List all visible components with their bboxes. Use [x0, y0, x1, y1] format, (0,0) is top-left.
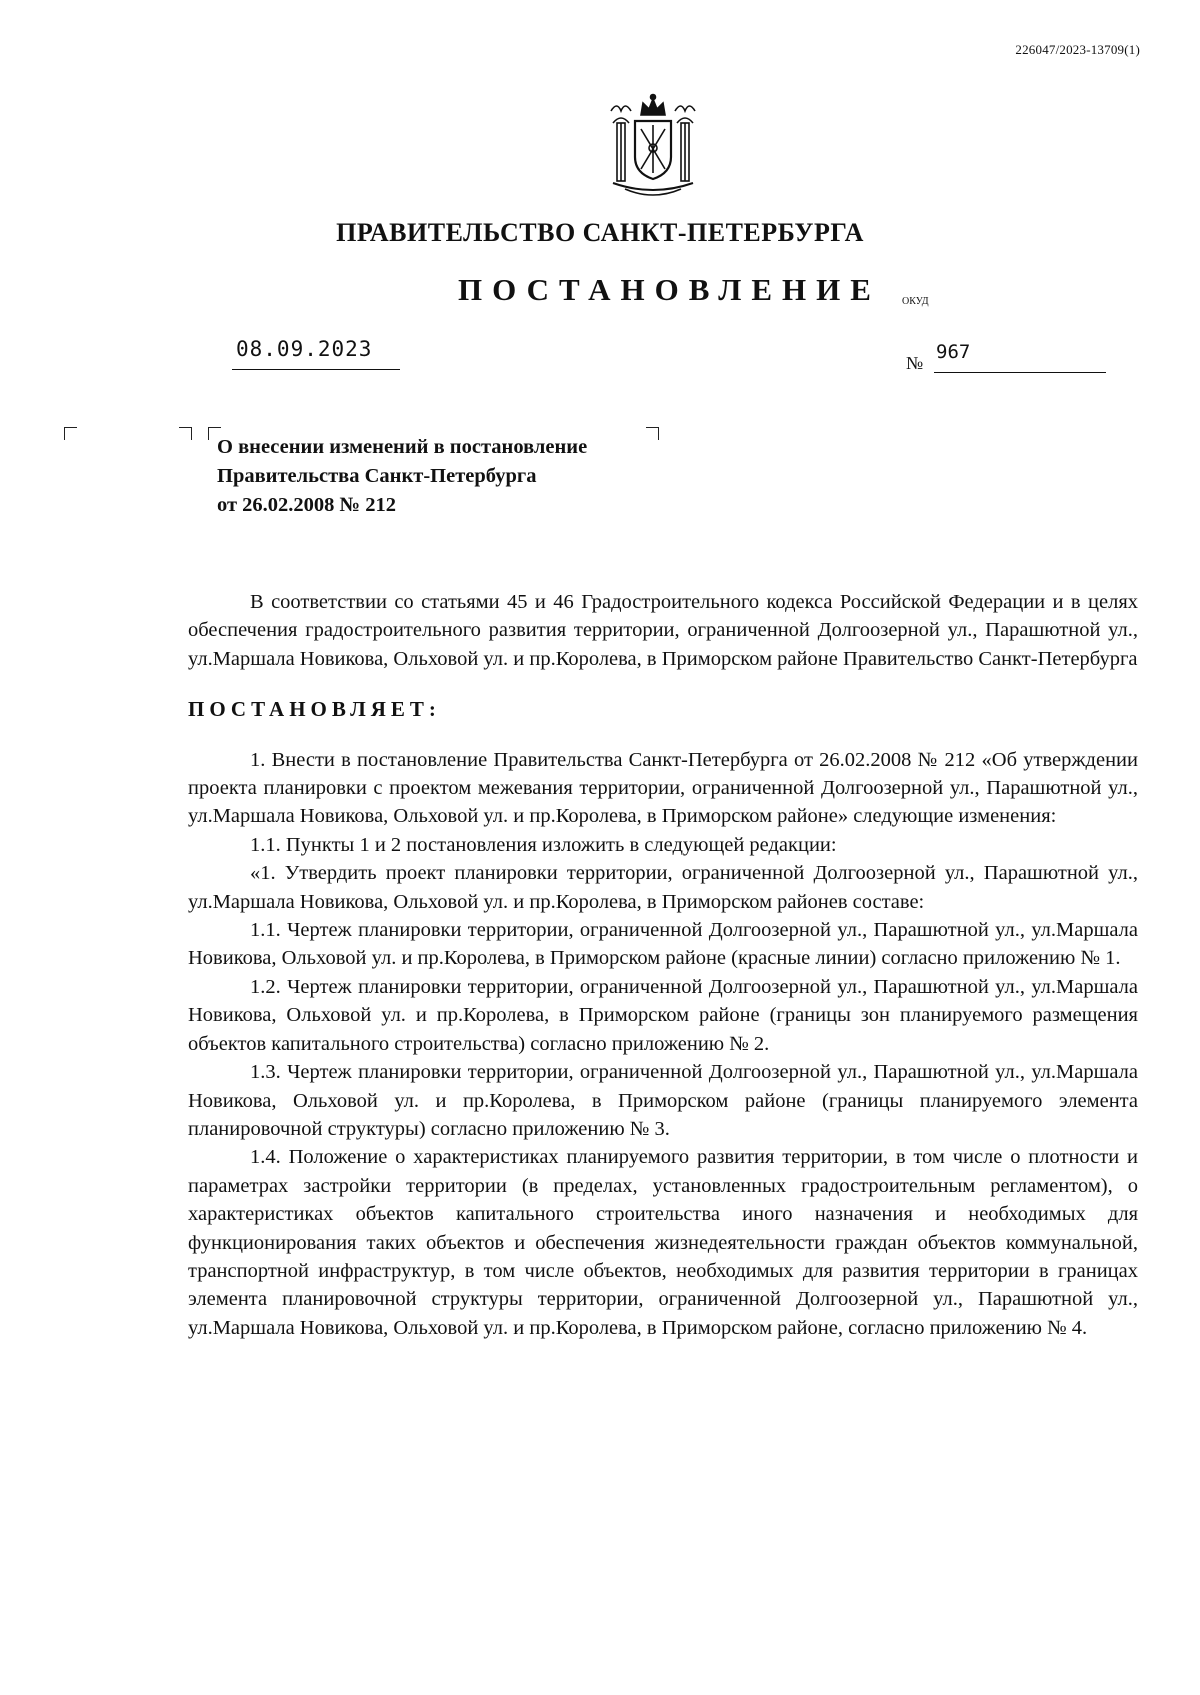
body-paragraph: 1.2. Чертеж планировки территории, ограниченной Долгоозерной ул., Парашютной ул., ул.Маршала Новикова, Ольховой ул. и пр.Королева, в Приморском районе (границы зон планируемого размещения объектов капитального строительства) согласно приложению № 2. [188, 975, 1138, 1055]
body-paragraph: 1.1. Чертеж планировки территории, ограниченной Долгоозерной ул., Парашютной ул., ул.Маршала Новикова, Ольховой ул. и пр.Королева, в Приморском районе (красные линии) согласно приложению № 1. [188, 919, 1138, 970]
body-paragraph: 1. Внести в постановление Правительства Санкт-Петербурга от 26.02.2008 № 212 «Об утверждении проекта планировки с проектом межевания территории, ограниченной Долгоозерной ул., Парашютной ул., ул.Маршала Новикова, Ольховой ул. и пр.Королева, в Приморском районе» следующие изменения: [188, 748, 1138, 828]
document-date: 08.09.2023 [236, 337, 373, 361]
body-paragraph: 1.4. Положение о характеристиках планируемого развития территории, в том числе о плотности и параметрах застройки территории (в пределах, установленных градостроительным регламентом), о характеристиках объектов капитального строительства иного назначения и необходимых для функционирования таких объектов и обеспечения жизнедеятельности граждан объектов коммунальной, транспортной инфраструктур, в том числе объектов, необходимых для развития территории в границах элемента планировочной структуры территории, ограниченной Долгоозерной ул., Парашютной ул., ул.Маршала Новикова, Ольховой ул. и пр.Королева, в Приморском районе, согласно приложению № 4. [188, 1146, 1138, 1339]
preamble-paragraph: В соответствии со статьями 45 и 46 Градостроительного кодекса Российской Федерации и в целях обеспечения градостроительного развития территории, ограниченной Долгоозерной ул., Парашютной ул., ул.Маршала Новикова, Ольховой ул. и пр.Королева, в Приморском районе Правительство Санкт-Петербурга [188, 591, 1138, 670]
government-title: ПРАВИТЕЛЬСТВО САНКТ-ПЕТЕРБУРГА [336, 218, 864, 247]
subject-line: О внесении изменений в постановление [217, 436, 588, 458]
address-block-corner-mark [64, 427, 77, 440]
number-label: № [906, 353, 924, 373]
body-paragraph: 1.1. Пункты 1 и 2 постановления изложить в следующей редакции: [250, 833, 837, 856]
resolves-heading: ПОСТАНОВЛЯЕТ: [188, 697, 441, 722]
okud-label: ОКУД [902, 296, 929, 307]
document-number: 967 [936, 341, 971, 363]
coat-of-arms-emblem-icon [603, 93, 703, 203]
number-underline [934, 372, 1106, 373]
document-subject [217, 433, 677, 520]
document-body [188, 588, 1138, 1342]
subject-line: от 26.02.2008 № 212 [217, 494, 397, 516]
date-underline [232, 369, 400, 370]
body-paragraph: 1.3. Чертеж планировки территории, ограниченной Долгоозерной ул., Парашютной ул., ул.Маршала Новикова, Ольховой ул. и пр.Королева, в Приморском районе (границы планируемого элемента планировочной структуры) согласно приложению № 3. [188, 1061, 1138, 1140]
body-paragraph: «1. Утвердить проект планировки территории, ограниченной Долгоозерной ул., Парашютной ул., ул.Маршала Новикова, Ольховой ул. и пр.Королева, в Приморском районев составе: [188, 862, 1138, 913]
document-registration-id: 226047/2023-13709(1) [1015, 42, 1140, 57]
address-block-corner-mark [179, 427, 192, 440]
document-type-title: ПОСТАНОВЛЕНИЕ [458, 272, 881, 307]
subject-line: Правительства Санкт-Петербурга [217, 465, 537, 487]
